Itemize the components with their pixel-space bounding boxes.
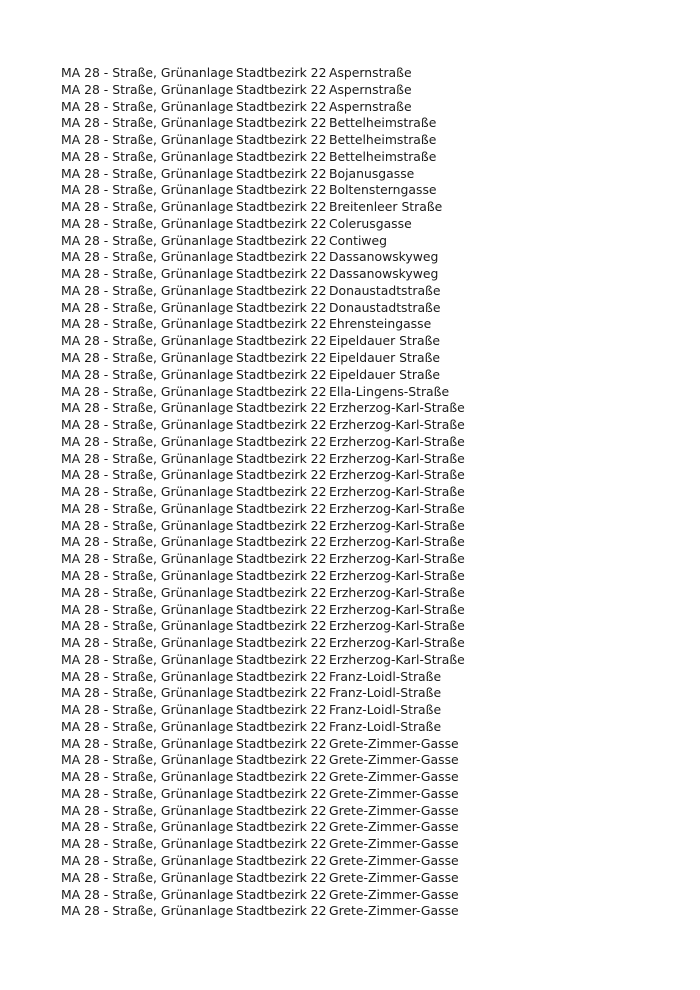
street-cell: Eipeldauer Straße: [329, 333, 441, 349]
table-row: [61, 803, 529, 820]
department-cell: MA 28 - Straße, Grünanlage: [61, 836, 234, 852]
table-row: [61, 367, 529, 384]
table-row: [61, 903, 529, 920]
table-row: [61, 736, 529, 753]
department-cell: MA 28 - Straße, Grünanlage: [61, 383, 234, 399]
department-cell: MA 28 - Straße, Grünanlage: [61, 232, 234, 248]
department-cell: MA 28 - Straße, Grünanlage: [61, 115, 234, 131]
street-cell: Grete-Zimmer-Gasse: [329, 769, 459, 785]
street-cell: Erzherzog-Karl-Straße: [329, 601, 465, 617]
table-row: [61, 836, 529, 853]
street-cell: Donaustadtstraße: [329, 299, 441, 315]
district-cell: Stadtbezirk 22: [236, 98, 327, 114]
department-cell: MA 28 - Straße, Grünanlage: [61, 551, 234, 567]
table-row: [61, 266, 529, 283]
district-cell: Stadtbezirk 22: [236, 517, 327, 533]
district-cell: Stadtbezirk 22: [236, 752, 327, 768]
department-cell: MA 28 - Straße, Grünanlage: [61, 366, 234, 382]
street-cell: Grete-Zimmer-Gasse: [329, 886, 459, 902]
district-cell: Stadtbezirk 22: [236, 182, 327, 198]
district-cell: Stadtbezirk 22: [236, 852, 327, 868]
district-cell: Stadtbezirk 22: [236, 886, 327, 902]
street-cell: Erzherzog-Karl-Straße: [329, 635, 465, 651]
district-cell: Stadtbezirk 22: [236, 735, 327, 751]
street-cell: Dassanowskyweg: [329, 249, 439, 265]
district-cell: Stadtbezirk 22: [236, 618, 327, 634]
table-row: [61, 384, 529, 401]
department-cell: MA 28 - Straße, Grünanlage: [61, 785, 234, 801]
table-row: [61, 316, 529, 333]
department-cell: MA 28 - Straße, Grünanlage: [61, 702, 234, 718]
district-cell: Stadtbezirk 22: [236, 115, 327, 131]
department-cell: MA 28 - Straße, Grünanlage: [61, 333, 234, 349]
district-cell: Stadtbezirk 22: [236, 433, 327, 449]
district-cell: Stadtbezirk 22: [236, 769, 327, 785]
street-cell: Bettelheimstraße: [329, 132, 437, 148]
table-row: [61, 685, 529, 702]
department-cell: MA 28 - Straße, Grünanlage: [61, 802, 234, 818]
street-cell: Grete-Zimmer-Gasse: [329, 785, 459, 801]
street-cell: Eipeldauer Straße: [329, 350, 441, 366]
table-row: [61, 249, 529, 266]
street-cell: Grete-Zimmer-Gasse: [329, 752, 459, 768]
department-cell: MA 28 - Straße, Grünanlage: [61, 182, 234, 198]
street-cell: Erzherzog-Karl-Straße: [329, 567, 465, 583]
street-cell: Colerusgasse: [329, 215, 412, 231]
street-cell: Bettelheimstraße: [329, 115, 437, 131]
district-cell: Stadtbezirk 22: [236, 215, 327, 231]
street-cell: Grete-Zimmer-Gasse: [329, 852, 459, 868]
district-cell: Stadtbezirk 22: [236, 282, 327, 298]
street-cell: Erzherzog-Karl-Straße: [329, 500, 465, 516]
table-row: [61, 752, 529, 769]
district-cell: Stadtbezirk 22: [236, 467, 327, 483]
district-cell: Stadtbezirk 22: [236, 685, 327, 701]
department-cell: MA 28 - Straße, Grünanlage: [61, 132, 234, 148]
street-cell: Aspernstraße: [329, 81, 412, 97]
department-cell: MA 28 - Straße, Grünanlage: [61, 165, 234, 181]
district-cell: Stadtbezirk 22: [236, 836, 327, 852]
table-row: [61, 853, 529, 870]
department-cell: MA 28 - Straße, Grünanlage: [61, 148, 234, 164]
department-cell: MA 28 - Straße, Grünanlage: [61, 769, 234, 785]
street-cell: Erzherzog-Karl-Straße: [329, 651, 465, 667]
table-row: [61, 350, 529, 367]
department-cell: MA 28 - Straße, Grünanlage: [61, 433, 234, 449]
district-cell: Stadtbezirk 22: [236, 651, 327, 667]
department-cell: MA 28 - Straße, Grünanlage: [61, 517, 234, 533]
district-cell: Stadtbezirk 22: [236, 333, 327, 349]
table-row: [61, 149, 529, 166]
department-cell: MA 28 - Straße, Grünanlage: [61, 685, 234, 701]
table-row: [61, 635, 529, 652]
district-cell: Stadtbezirk 22: [236, 584, 327, 600]
district-cell: Stadtbezirk 22: [236, 500, 327, 516]
street-cell: Erzherzog-Karl-Straße: [329, 551, 465, 567]
district-cell: Stadtbezirk 22: [236, 534, 327, 550]
table-row: [61, 283, 529, 300]
street-cell: Aspernstraße: [329, 98, 412, 114]
department-cell: MA 28 - Straße, Grünanlage: [61, 65, 234, 80]
table-row: [61, 585, 529, 602]
district-cell: Stadtbezirk 22: [236, 417, 327, 433]
table-row: [61, 819, 529, 836]
table-row: [61, 702, 529, 719]
street-cell: Aspernstraße: [329, 65, 412, 80]
department-cell: MA 28 - Straße, Grünanlage: [61, 81, 234, 97]
district-cell: Stadtbezirk 22: [236, 232, 327, 248]
department-cell: MA 28 - Straße, Grünanlage: [61, 852, 234, 868]
district-cell: Stadtbezirk 22: [236, 484, 327, 500]
district-cell: Stadtbezirk 22: [236, 383, 327, 399]
department-cell: MA 28 - Straße, Grünanlage: [61, 903, 234, 919]
district-cell: Stadtbezirk 22: [236, 81, 327, 97]
street-cell: Franz-Loidl-Straße: [329, 668, 442, 684]
street-cell: Eipeldauer Straße: [329, 366, 441, 382]
street-cell: Erzherzog-Karl-Straße: [329, 584, 465, 600]
department-cell: MA 28 - Straße, Grünanlage: [61, 98, 234, 114]
street-cell: Boltensterngasse: [329, 182, 437, 198]
street-cell: Franz-Loidl-Straße: [329, 718, 442, 734]
street-cell: Ehrensteingasse: [329, 316, 432, 332]
department-cell: MA 28 - Straße, Grünanlage: [61, 886, 234, 902]
table-row: [61, 82, 529, 99]
district-cell: Stadtbezirk 22: [236, 668, 327, 684]
department-cell: MA 28 - Straße, Grünanlage: [61, 400, 234, 416]
district-cell: Stadtbezirk 22: [236, 132, 327, 148]
department-cell: MA 28 - Straße, Grünanlage: [61, 752, 234, 768]
district-cell: Stadtbezirk 22: [236, 601, 327, 617]
street-cell: Bettelheimstraße: [329, 148, 437, 164]
table-row: [61, 887, 529, 904]
table-row: [61, 333, 529, 350]
table-row: [61, 551, 529, 568]
department-cell: MA 28 - Straße, Grünanlage: [61, 215, 234, 231]
department-cell: MA 28 - Straße, Grünanlage: [61, 718, 234, 734]
district-cell: Stadtbezirk 22: [236, 299, 327, 315]
table-row: [61, 786, 529, 803]
district-cell: Stadtbezirk 22: [236, 65, 327, 80]
street-cell: Contiweg: [329, 232, 388, 248]
table-row: [61, 870, 529, 887]
table-row: [61, 769, 529, 786]
street-cell: Breitenleer Straße: [329, 199, 443, 215]
department-cell: MA 28 - Straße, Grünanlage: [61, 199, 234, 215]
department-cell: MA 28 - Straße, Grünanlage: [61, 651, 234, 667]
address-table: [61, 65, 529, 920]
street-cell: Erzherzog-Karl-Straße: [329, 400, 465, 416]
table-row: [61, 233, 529, 250]
department-cell: MA 28 - Straße, Grünanlage: [61, 450, 234, 466]
department-cell: MA 28 - Straße, Grünanlage: [61, 282, 234, 298]
district-cell: Stadtbezirk 22: [236, 199, 327, 215]
table-row: [61, 518, 529, 535]
district-cell: Stadtbezirk 22: [236, 366, 327, 382]
department-cell: MA 28 - Straße, Grünanlage: [61, 534, 234, 550]
department-cell: MA 28 - Straße, Grünanlage: [61, 350, 234, 366]
district-cell: Stadtbezirk 22: [236, 249, 327, 265]
street-cell: Erzherzog-Karl-Straße: [329, 484, 465, 500]
table-row: [61, 115, 529, 132]
street-cell: Donaustadtstraße: [329, 282, 441, 298]
department-cell: MA 28 - Straße, Grünanlage: [61, 567, 234, 583]
department-cell: MA 28 - Straße, Grünanlage: [61, 735, 234, 751]
district-cell: Stadtbezirk 22: [236, 165, 327, 181]
table-row: [61, 216, 529, 233]
street-cell: Erzherzog-Karl-Straße: [329, 534, 465, 550]
street-cell: Erzherzog-Karl-Straße: [329, 467, 465, 483]
district-cell: Stadtbezirk 22: [236, 802, 327, 818]
table-row: [61, 669, 529, 686]
department-cell: MA 28 - Straße, Grünanlage: [61, 668, 234, 684]
street-cell: Franz-Loidl-Straße: [329, 702, 442, 718]
department-cell: MA 28 - Straße, Grünanlage: [61, 299, 234, 315]
department-cell: MA 28 - Straße, Grünanlage: [61, 601, 234, 617]
district-cell: Stadtbezirk 22: [236, 635, 327, 651]
district-cell: Stadtbezirk 22: [236, 785, 327, 801]
street-cell: Grete-Zimmer-Gasse: [329, 903, 459, 919]
table-row: [61, 417, 529, 434]
district-cell: Stadtbezirk 22: [236, 266, 327, 282]
table-row: [61, 719, 529, 736]
table-row: [61, 182, 529, 199]
street-cell: Erzherzog-Karl-Straße: [329, 417, 465, 433]
department-cell: MA 28 - Straße, Grünanlage: [61, 500, 234, 516]
table-row: [61, 602, 529, 619]
street-cell: Dassanowskyweg: [329, 266, 439, 282]
table-row: [61, 300, 529, 317]
district-cell: Stadtbezirk 22: [236, 350, 327, 366]
table-row: [61, 166, 529, 183]
street-cell: Erzherzog-Karl-Straße: [329, 517, 465, 533]
table-row: [61, 434, 529, 451]
district-cell: Stadtbezirk 22: [236, 551, 327, 567]
district-cell: Stadtbezirk 22: [236, 400, 327, 416]
table-row: [61, 568, 529, 585]
table-row: [61, 618, 529, 635]
district-cell: Stadtbezirk 22: [236, 702, 327, 718]
district-cell: Stadtbezirk 22: [236, 903, 327, 919]
department-cell: MA 28 - Straße, Grünanlage: [61, 618, 234, 634]
department-cell: MA 28 - Straße, Grünanlage: [61, 819, 234, 835]
department-cell: MA 28 - Straße, Grünanlage: [61, 484, 234, 500]
department-cell: MA 28 - Straße, Grünanlage: [61, 635, 234, 651]
department-cell: MA 28 - Straße, Grünanlage: [61, 584, 234, 600]
department-cell: MA 28 - Straße, Grünanlage: [61, 249, 234, 265]
district-cell: Stadtbezirk 22: [236, 148, 327, 164]
street-cell: Franz-Loidl-Straße: [329, 685, 442, 701]
department-cell: MA 28 - Straße, Grünanlage: [61, 869, 234, 885]
district-cell: Stadtbezirk 22: [236, 869, 327, 885]
table-row: [61, 534, 529, 551]
street-cell: Grete-Zimmer-Gasse: [329, 802, 459, 818]
district-cell: Stadtbezirk 22: [236, 316, 327, 332]
table-row: [61, 132, 529, 149]
district-cell: Stadtbezirk 22: [236, 819, 327, 835]
street-cell: Erzherzog-Karl-Straße: [329, 433, 465, 449]
street-cell: Erzherzog-Karl-Straße: [329, 618, 465, 634]
table-row: [61, 65, 529, 82]
department-cell: MA 28 - Straße, Grünanlage: [61, 417, 234, 433]
table-row: [61, 484, 529, 501]
table-row: [61, 99, 529, 116]
department-cell: MA 28 - Straße, Grünanlage: [61, 266, 234, 282]
district-cell: Stadtbezirk 22: [236, 718, 327, 734]
table-row: [61, 199, 529, 216]
street-cell: Bojanusgasse: [329, 165, 415, 181]
table-row: [61, 400, 529, 417]
district-cell: Stadtbezirk 22: [236, 450, 327, 466]
table-row: [61, 451, 529, 468]
street-cell: Grete-Zimmer-Gasse: [329, 836, 459, 852]
table-row: [61, 467, 529, 484]
table-row: [61, 501, 529, 518]
table-row: [61, 652, 529, 669]
department-cell: MA 28 - Straße, Grünanlage: [61, 467, 234, 483]
street-cell: Erzherzog-Karl-Straße: [329, 450, 465, 466]
district-cell: Stadtbezirk 22: [236, 567, 327, 583]
street-cell: Grete-Zimmer-Gasse: [329, 735, 459, 751]
street-cell: Grete-Zimmer-Gasse: [329, 869, 459, 885]
street-cell: Grete-Zimmer-Gasse: [329, 819, 459, 835]
street-cell: Ella-Lingens-Straße: [329, 383, 450, 399]
department-cell: MA 28 - Straße, Grünanlage: [61, 316, 234, 332]
